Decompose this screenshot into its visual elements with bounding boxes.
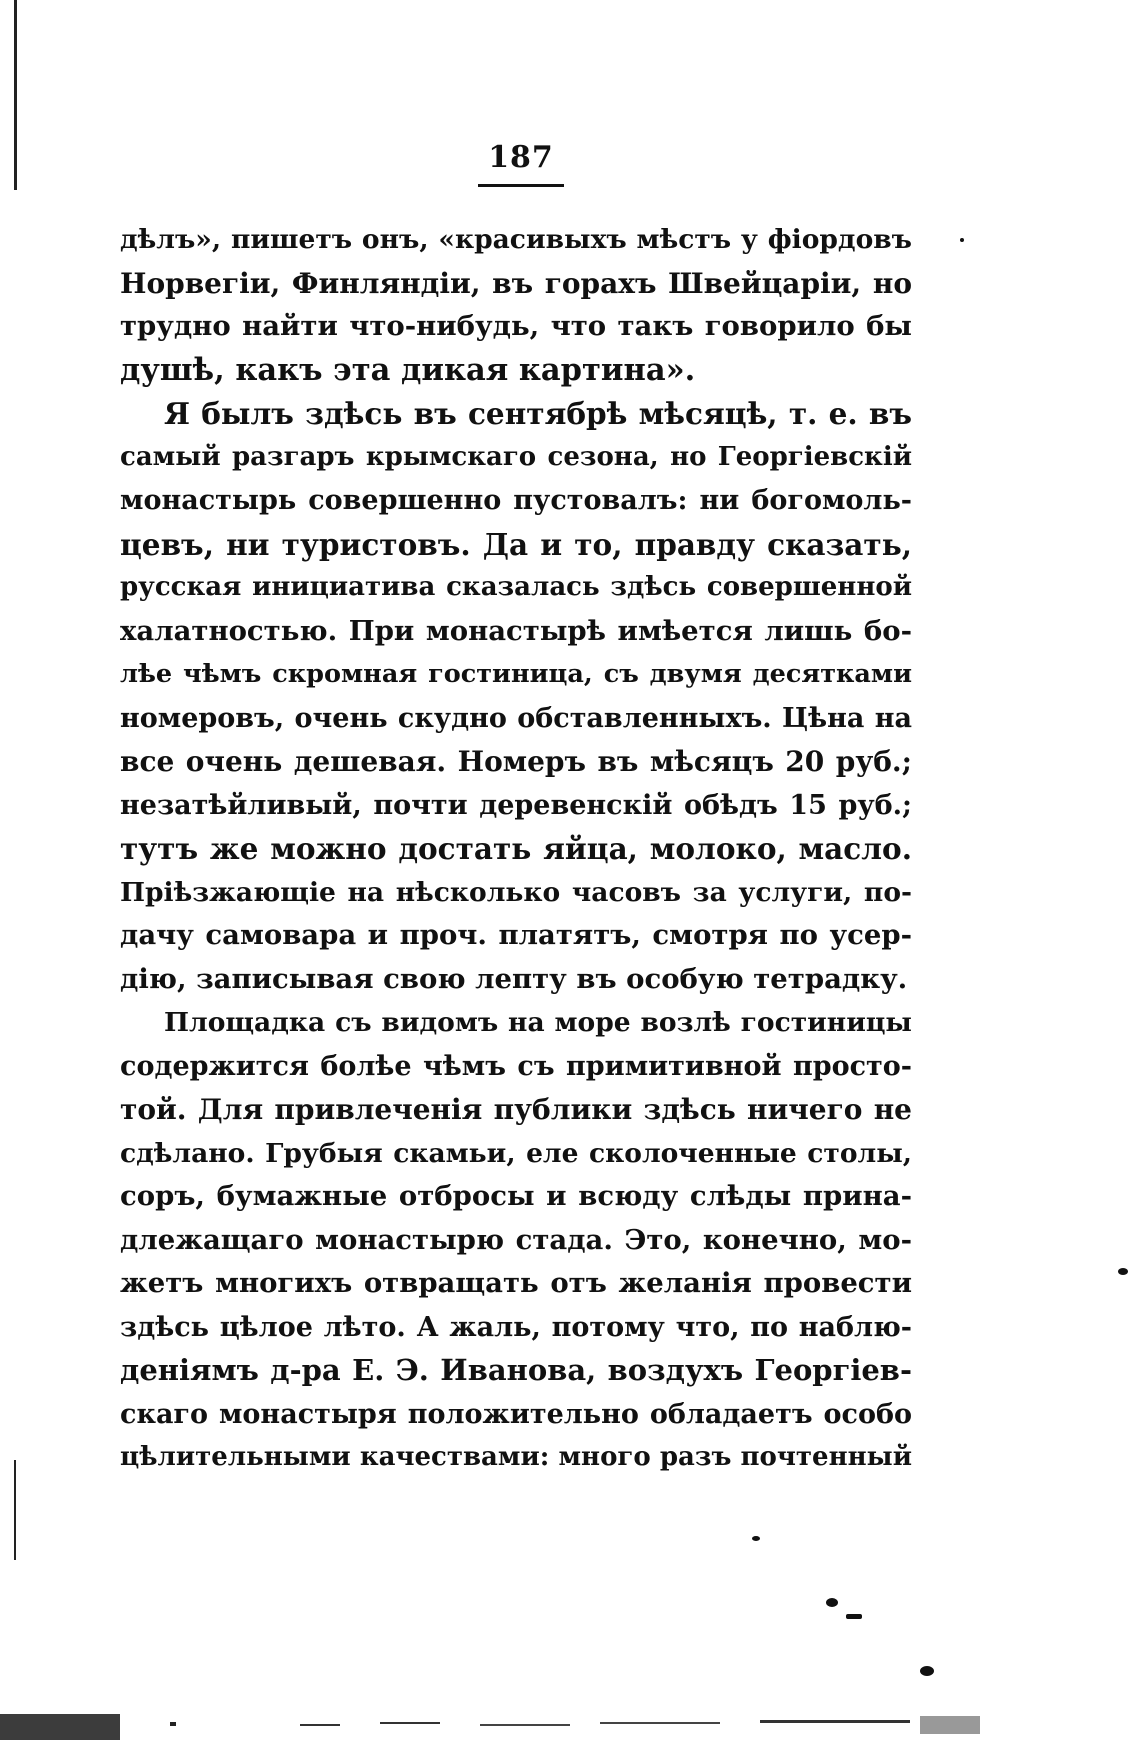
text-line: тутъ же можно достать яйца, молоко, масло. (120, 831, 912, 866)
scan-speck (846, 1614, 862, 1619)
text-line: незатѣйливый, почти деревенскій обѣдъ 15 руб.; (120, 789, 912, 821)
text-line: монастырь совершенно пустовалъ: ни богомоль- (120, 485, 912, 516)
text-line: Норвегіи, Финляндіи, въ горахъ Швейцаріи, но (120, 266, 912, 300)
text-line: лѣе чѣмъ скромная гостиница, съ двумя десятками (120, 659, 912, 689)
page-number: 187 (488, 140, 554, 175)
text-line: цѣлительными качествами: много разъ почтенный (120, 1442, 912, 1472)
text-line: здѣсь цѣлое лѣто. А жаль, потому что, по наблю- (120, 1311, 912, 1343)
text-line: скаго монастыря положительно обладаетъ особо (120, 1398, 912, 1430)
text-line: содержится болѣе чѣмъ съ примитивной просто- (120, 1050, 912, 1082)
text-line: той. Для привлеченія публики здѣсь ничего не (120, 1093, 912, 1126)
text-line: жетъ многихъ отвращать отъ желанія провести (120, 1267, 912, 1299)
text-line: дѣлъ», пишетъ онъ, «красивыхъ мѣстъ у фіордовъ (120, 224, 912, 255)
scan-edge-line-lower (14, 1460, 16, 1560)
text-line: Я былъ здѣсь въ сентябрѣ мѣсяцѣ, т. е. въ (164, 396, 912, 431)
scan-speck (752, 1536, 760, 1541)
text-line: номеровъ, очень скудно обставленныхъ. Цѣна на (120, 702, 912, 734)
body-text (120, 218, 912, 1480)
text-line: длежащаго монастырю стада. Это, конечно, мо- (120, 1223, 912, 1256)
scan-speck (1118, 1268, 1128, 1275)
text-line: дію, записывая свою лепту въ особую тетрадку. (120, 962, 908, 995)
text-line: соръ, бумажные отбросы и всюду слѣды прина- (120, 1180, 912, 1212)
text-line: душѣ, какъ эта дикая картина». (120, 351, 696, 388)
scan-speck (826, 1598, 838, 1607)
scan-bottom-noise (0, 1700, 1140, 1745)
page-number-underline (478, 184, 564, 187)
text-line: все очень дешевая. Номеръ въ мѣсяцъ 20 руб.; (120, 745, 912, 778)
text-line: трудно найти что-нибудь, что такъ говорило бы (120, 310, 912, 342)
text-line: Пріѣзжающіе на нѣсколько часовъ за услуги, по- (120, 876, 912, 908)
text-line: цевъ, ни туристовъ. Да и то, правду сказать, (120, 526, 912, 562)
scan-speck (960, 238, 964, 242)
text-line: Площадка съ видомъ на море возлѣ гостиницы (164, 1007, 912, 1038)
text-line: самый разгаръ крымскаго сезона, но Георгіевскій (120, 441, 912, 472)
text-line: деніямъ д-ра Е. Э. Иванова, воздухъ Георгіев- (120, 1353, 912, 1387)
text-line: сдѣлано. Грубыя скамьи, еле сколоченные столы, (120, 1137, 912, 1169)
text-line: русская инициатива сказалась здѣсь совершенной (120, 572, 912, 602)
text-line: халатностью. При монастырѣ имѣется лишь бо- (120, 614, 912, 647)
scan-edge-line (14, 0, 17, 190)
scan-speck (920, 1666, 934, 1676)
text-line: дачу самовара и проч. платятъ, смотря по усер- (120, 919, 912, 951)
